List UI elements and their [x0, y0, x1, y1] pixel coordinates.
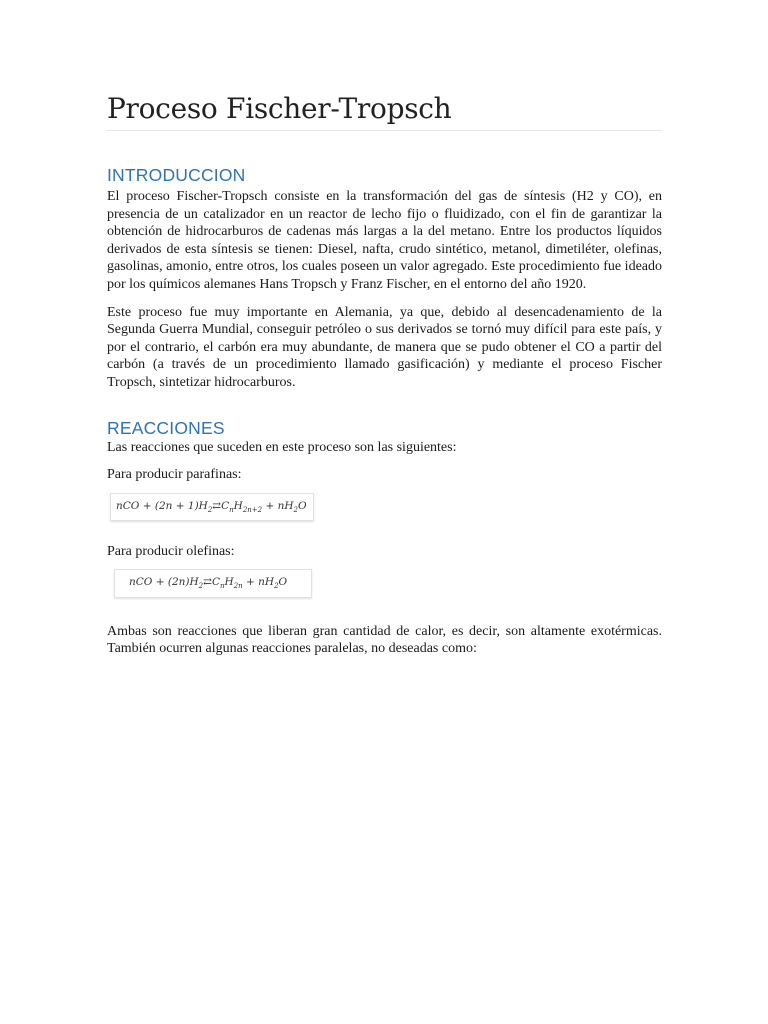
document-title: Proceso Fischer-Tropsch [107, 88, 662, 131]
formula-parafinas: nCO + $(2n + 1)H_2⇄C_nH_{2n+2} + nH_2O$ [110, 493, 314, 521]
intro-paragraph-1: El proceso Fischer-Tropsch consiste en la transformación del gas de síntesis (H2 y CO), en presencia de un catalizador en un reactor de lecho fijo o fluidizado, con el fin de garantizar la obtención de hidrocarburos de cadenas más largas a la del metano. Entre los productos líquidos derivados de esta síntesis se tienen: Diesel, nafta, crudo sintético, metanol, dimetiléter, olefinas, gasolinas, amonio, entre otros, los cuales poseen un valor agregado. Este procedimiento fue ideado por los químicos alemanes Hans Tropsch y Franz Fischer, en el entorno del año 1920. [107, 189, 662, 292]
document-page [107, 88, 662, 658]
reacciones-intro: Las reacciones que suceden en este proceso son las siguientes: [107, 439, 457, 455]
parafinas-label: Para producir parafinas: [107, 467, 242, 483]
formula-olefinas: nCO + $(2n)H_2⇄C_nH_{2n} + nH_2O$ [114, 569, 312, 597]
section-heading-introduccion: INTRODUCCION [107, 165, 246, 185]
reacciones-closing-paragraph: Ambas son reacciones que liberan gran cantidad de calor, es decir, son altamente exotérmicas. También ocurren algunas reacciones paralelas, no deseadas como: [107, 623, 662, 657]
olefinas-label: Para producir olefinas: [107, 543, 235, 559]
intro-paragraph-2: Este proceso fue muy importante en Alemania, ya que, debido al desencadenamiento de la Segunda Guerra Mundial, conseguir petróleo o sus derivados se tornó muy difícil para este país, y por el contrario, el carbón era muy abundante, de manera que se pudo obtener el CO a partir del carbón (a través de un procedimiento llamado gasificación) y mediante el proceso Fischer Tropsch, sintetizar hidrocarburos. [107, 304, 662, 390]
section-heading-reacciones: REACCIONES [107, 417, 225, 438]
